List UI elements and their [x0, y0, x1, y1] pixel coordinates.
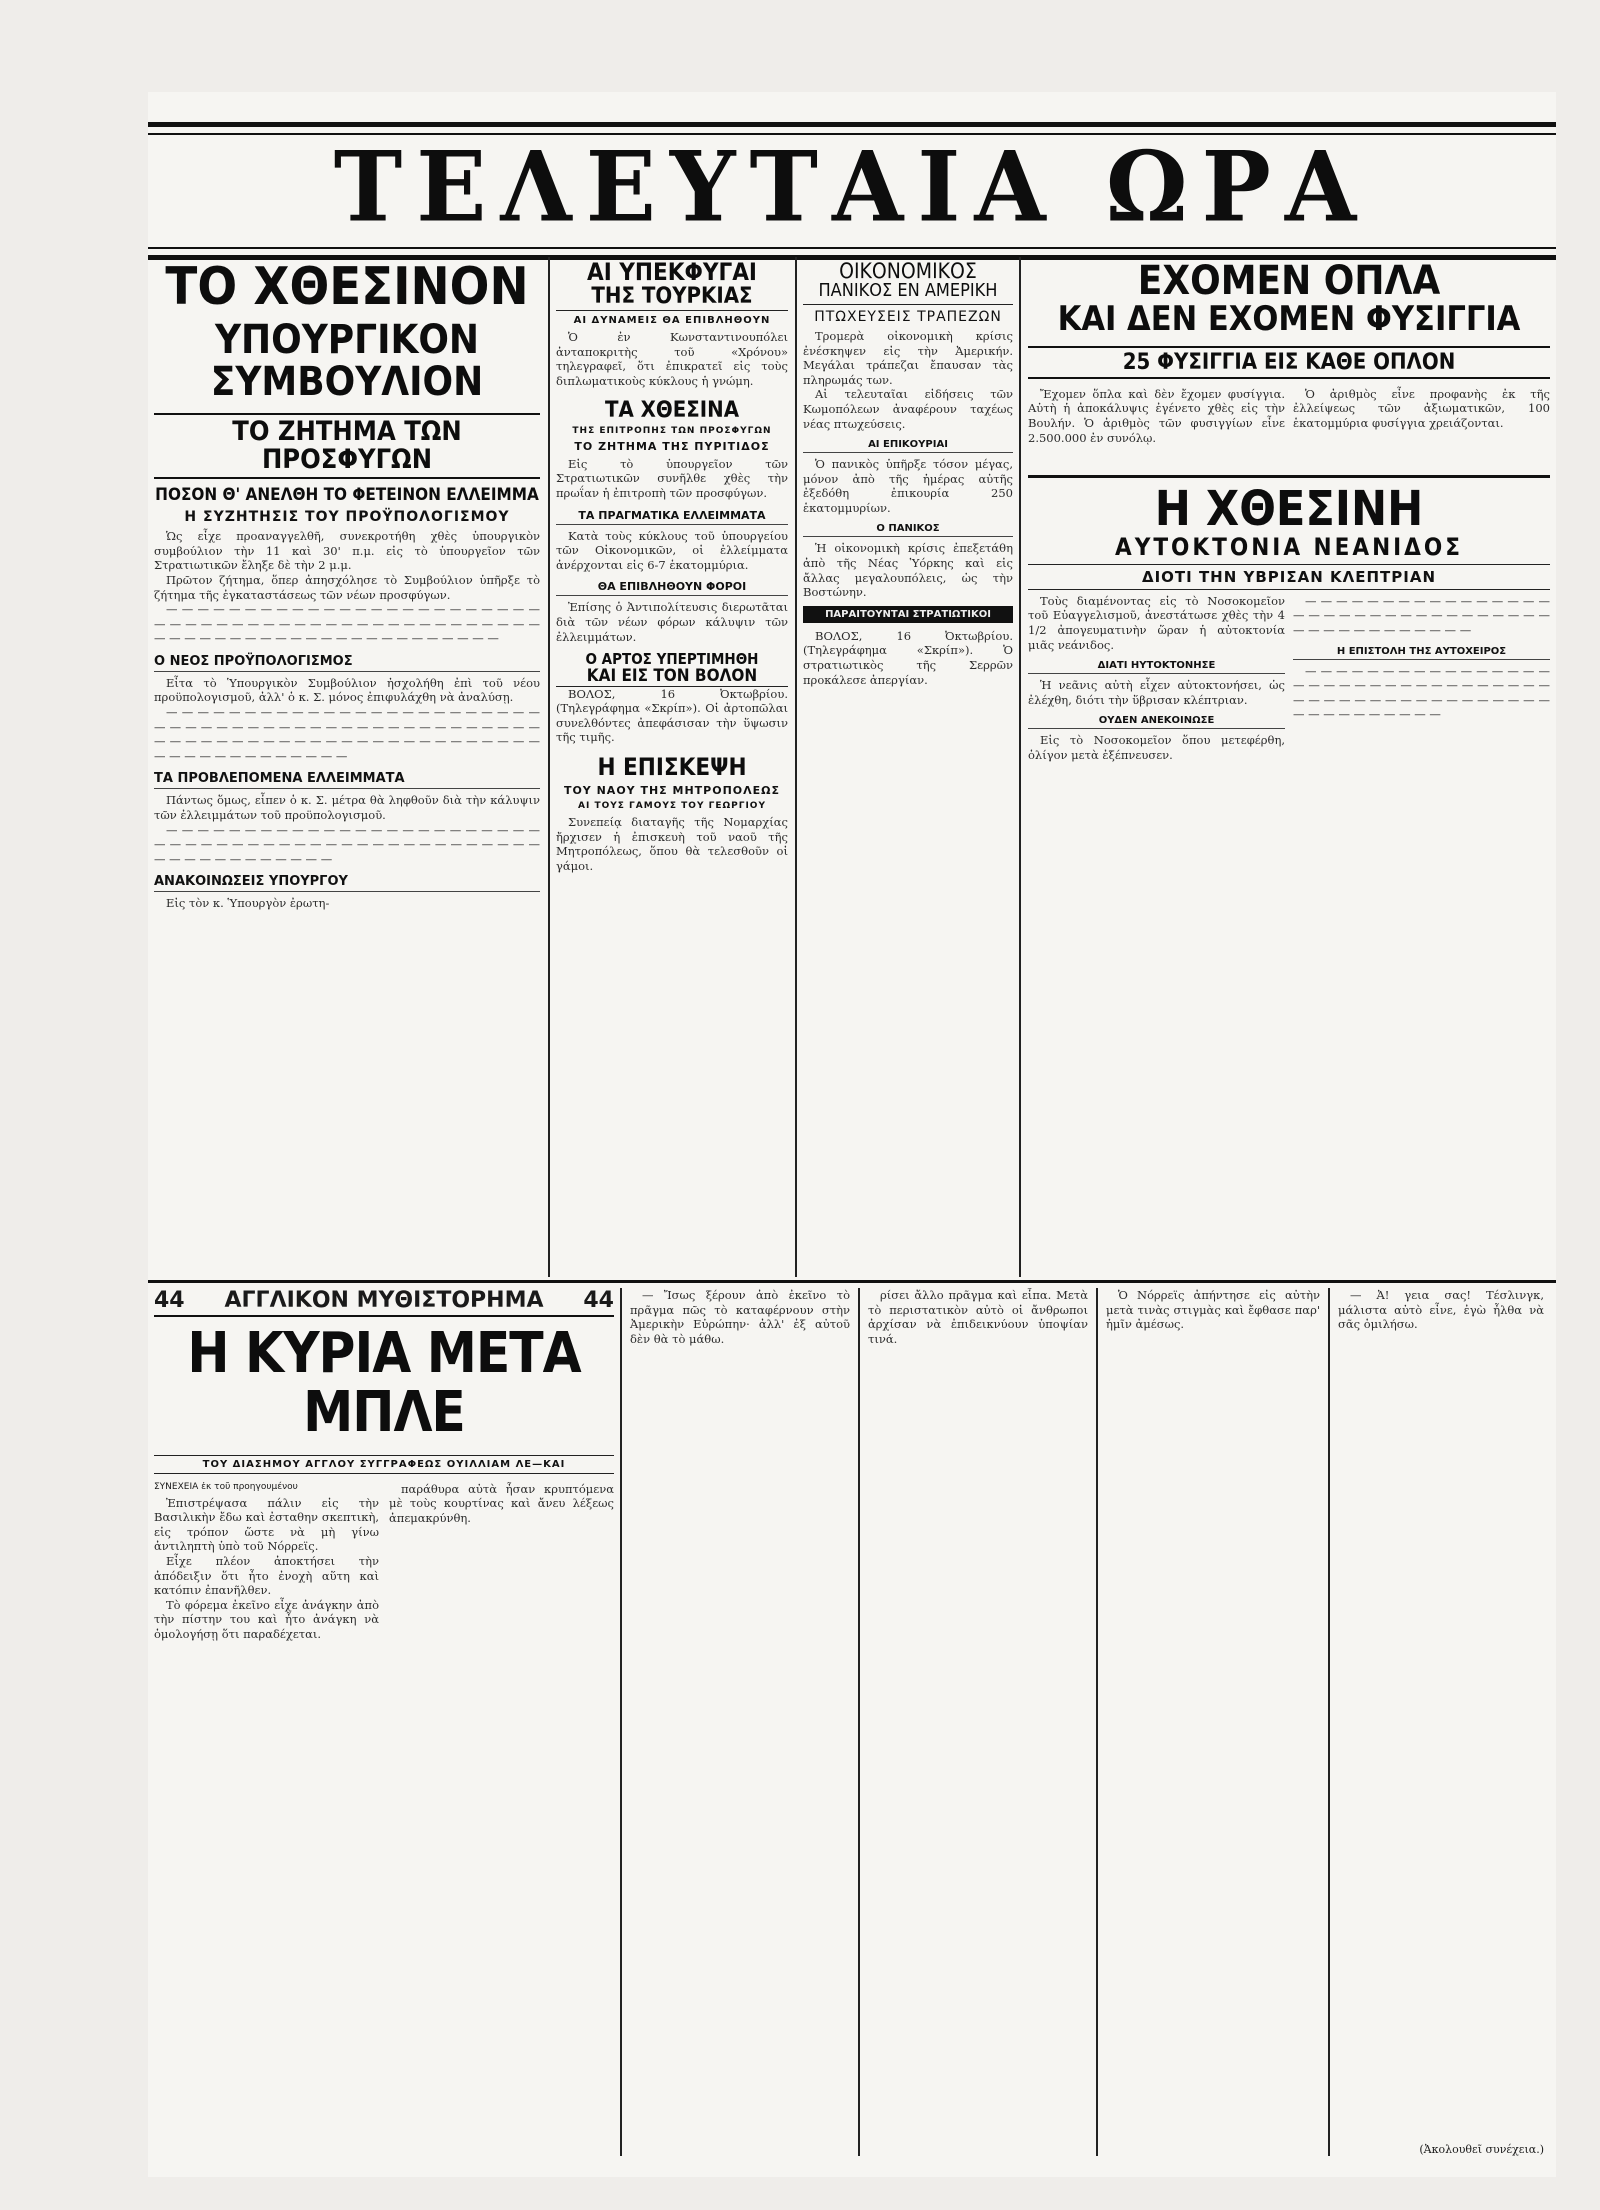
headline: Ο ΑΡΤΟΣ ΥΠΕΡΤΙΜΗΘΗ	[585, 650, 759, 669]
headline: 25 ΦΥΣΙΓΓΙΑ ΕΙΣ ΚΑΘΕ ΟΠΛΟΝ	[1028, 346, 1550, 379]
serial-kicker: ΣΥΝΕΧΕΙΑ ἐκ τοῦ προηγουμένου	[154, 1481, 298, 1492]
section-heading: Ο ΝΕΟΣ ΠΡΟΫΠΟΛΟΓΙΣΜΟΣ	[154, 654, 540, 672]
subheadline: ΑΙ ΔΥΝΑΜΕΙΣ ΘΑ ΕΠΙΒΛΗΘΟΥΝ	[573, 315, 771, 327]
text-column	[630, 1288, 850, 1346]
headline: ΑΥΤΟΚΤΟΝΙΑ ΝΕΑΝΙΔΟΣ	[1114, 532, 1463, 561]
paragraph: παράθυρα αὐτὰ ἦσαν κρυπτόμενα μὲ τοὺς κουρτίνας καὶ ἄνευ λέξεως ἀπεμακρύνθη.	[389, 1481, 614, 1525]
headline: ΥΠΟΥΡΓΙΚΟΝ ΣΥΜΒΟΥΛΙΟΝ	[210, 316, 484, 405]
serial-number: 44	[583, 1288, 614, 1313]
paragraph: Εἰς τὸ ὑπουργεῖον τῶν Στρατιωτικῶν συνῆλθε χθὲς τὴν πρωΐαν ἡ ἐπιτροπὴ τῶν προσφύγων.	[556, 456, 788, 500]
subheadline: ΠΤΩΧΕΥΣΕΙΣ ΤΡΑΠΕΖΩΝ	[814, 308, 1002, 325]
subheadline: ΤΟΥ ΝΑΟΥ ΤΗΣ ΜΗΤΡΟΠΟΛΕΩΣ	[563, 784, 781, 798]
section-heading: ΑΝΑΚΟΙΝΩΣΕΙΣ ΥΠΟΥΡΓΟΥ	[154, 874, 540, 892]
article-america-panic	[803, 260, 1013, 1272]
headline: ΤΟ ΖΗΤΗΜΑ ΤΩΝ ΠΡΟΣΦΥΓΩΝ	[154, 413, 540, 480]
text-column	[1293, 387, 1550, 445]
subheadline: ΠΟΣΟΝ Θ' ΑΝΕΛΘΗ ΤΟ ΦΕΤΕΙΝΟΝ ΕΛΛΕΙΜΜΑ	[155, 485, 539, 506]
paragraph-filler: — — — — — — — — — — — — — — — — — — — — — — — — — — — — — — — — — — — — — — — — — — — — — — — — — — — — — — — — — — — — — — — — — — — — — — — —	[154, 602, 540, 646]
paragraph: Ὁ πανικὸς ὑπῆρξε τόσον μέγας, μόνον ἀπὸ τῆς ἡμέρας αὐτῆς ἐξεδόθη ἐπικουρία 250 ἑκατομμυρίων.	[803, 457, 1013, 515]
paragraph-filler: — — — — — — — — — — — — — — — — — — — — — — — — — — — — — — — — — — — — — — — — — — — — — — — — — — — — — — — — — — — — — — — — — — — — — — — — — — — — — — — — — — — — — — —	[154, 705, 540, 763]
subheadline: ΑΙ ΤΟΥΣ ΓΑΜΟΥΣ ΤΟΥ ΓΕΩΡΓΙΟΥ	[578, 801, 766, 812]
serial-number: 44	[154, 1288, 185, 1313]
headline: ΤΟ ΧΘΕΣΙΝΟΝ	[165, 260, 529, 317]
column-rule	[548, 257, 550, 1277]
text-column	[154, 1482, 379, 1642]
masthead-rule-bottom	[148, 247, 1556, 249]
paragraph: ρίσει ἄλλο πρᾶγμα καὶ εἶπα. Μετὰ τὸ περιστατικὸν αὐτὸ οἱ ἄνθρωποι ἀρχίσαν νὰ ἐπιδεικνύουν ὑποψίαν τινά.	[868, 1288, 1088, 1346]
column-rule	[1019, 257, 1021, 1277]
subheadline: Η ΣΥΖΗΤΗΣΙΣ ΤΟΥ ΠΡΟΫΠΟΛΟΓΙΣΜΟΥ	[184, 509, 510, 526]
section-heading: Ο ΠΑΝΙΚΟΣ	[803, 523, 1013, 537]
column-rule	[1096, 1288, 1098, 2156]
article-turkey	[556, 260, 788, 1272]
paragraph: Πρῶτον ζήτημα, ὅπερ ἀπησχόλησε τὸ Συμβούλιον ὑπῆρξε τὸ ζήτημα τῆς ἐγκαταστάσεως τῶν νέων προσφύγων.	[154, 572, 540, 602]
section-heading: ΑΙ ΕΠΙΚΟΥΡΙΑΙ	[803, 439, 1013, 453]
two-column-text	[1028, 594, 1550, 763]
section-heading: Η ΕΠΙΣΤΟΛΗ ΤΗΣ ΑΥΤΟΧΕΙΡΟΣ	[1293, 646, 1550, 660]
headline: ΠΑΝΙΚΟΣ ΕΝ ΑΜΕΡΙΚΗ	[803, 282, 1013, 305]
paragraph: ΒΟΛΟΣ, 16 Ὀκτωβρίου. (Τηλεγράφημα «Σκρίπ»). Ὁ στρατιωτικὸς τῆς Σερρῶν προκάλεσε ἀπεργίαν.	[803, 628, 1013, 687]
paragraph: Αἱ τελευταῖαι εἰδήσεις τῶν Κωμοπόλεων ἀναφέρουν ταχέως νέας πτωχεύσεις.	[803, 387, 1013, 431]
text-column	[868, 1288, 1088, 1346]
serial-author: ΤΟΥ ΔΙΑΣΗΜΟΥ ΑΓΓΛΟΥ ΣΥΓΓΡΑΦΕΩΣ ΟΥΙΛΛΙΑΜ ΛΕ—ΚΑΙ	[154, 1455, 614, 1474]
paragraph: Ἡ οἰκονομικὴ κρίσις ἐπεξετάθη ἀπὸ τῆς Νέας Ὑόρκης καὶ εἰς ἄλλας μεγαλουπόλεις, ὡς τὴν Βοστώνην.	[803, 541, 1013, 600]
serial-novel	[154, 1288, 1550, 2168]
subheadline: ΤΟ ΖΗΤΗΜΑ ΤΗΣ ΠΥΡΙΤΙΔΟΣ	[574, 439, 770, 453]
masthead-title: ΤΕΛΕΥΤΑΙΑ ΩΡΑ	[333, 130, 1371, 244]
section-heading: ΟΥΔΕΝ ΑΝΕΚΟΙΝΩΣΕ	[1028, 715, 1285, 729]
serial-text-columns	[154, 1482, 614, 1642]
headline: ΤΗΣ ΤΟΥΡΚΙΑΣ	[556, 285, 788, 311]
paragraph: Πάντως ὅμως, εἶπεν ὁ κ. Σ. μέτρα θὰ ληφθοῦν διὰ τὴν κάλυψιν τῶν ἐλλειμμάτων τοῦ προϋπολογισμοῦ.	[154, 793, 540, 823]
two-column-text	[1028, 387, 1550, 445]
headline: ΟΙΚΟΝΟΜΙΚΟΣ	[839, 260, 977, 283]
headline: Η ΧΘΕΣΙΝΗ	[1028, 475, 1550, 534]
paragraph: Ὁ Νόρρεϊς ἀπήντησε εἰς αὐτὴν μετὰ τινὰς στιγμὰς καὶ ἔφθασε παρ' ἡμῖν ἀμέσως.	[1106, 1288, 1320, 1332]
paragraph: Ὁ ἐν Κωνσταντινουπόλει ἀνταποκριτὴς τοῦ «Χρόνου» τηλεγραφεῖ, ὅτι ἐπικρατεῖ εἰς τοὺς διπλωματικοὺς κύκλους ἡ γνώμη.	[556, 330, 788, 389]
paragraph: Εἰς τὸν κ. Ὑπουργὸν ἐρωτη-	[166, 896, 330, 911]
paragraph: Ὁ ἀριθμὸς εἶνε προφανὴς ἐκ τῆς ἐλλείψεως τῶν ἀξιωματικῶν, 100 ἑκατομμύρια φυσίγγια χρειάζονται.	[1293, 386, 1550, 430]
paragraph: Εἰς τὸ Νοσοκομεῖον ὅπου μετεφέρθη, ὁλίγον μετὰ ἐξέπνευσεν.	[1028, 733, 1285, 762]
paragraph: Ἐπίσης ὁ Ἀντιπολίτευσις διερωτᾶται διὰ τῶν νέων φόρων κάλυψιν τῶν ἐλλειμμάτων.	[556, 600, 788, 644]
paragraph: Τοὺς διαμένοντας εἰς τὸ Νοσοκομεῖον τοῦ Εὐαγγελισμοῦ, ἀνεστάτωσε χθὲς τὴν 4 1/2 ἀπογευματινὴν ὥραν ἡ αὐτοκτονία μιᾶς νεάνιδος.	[1028, 593, 1285, 652]
paragraph: ΒΟΛΟΣ, 16 Ὀκτωβρίου. (Τηλεγράφημα «Σκρίπ»). Οἱ ἀρτοπῶλαι συνελθόντες ἀπεφάσισαν τὴν ὕψωσιν τῆς τιμῆς.	[556, 686, 788, 745]
headline: ΕΧΟΜΕΝ ΟΠΛΑ	[1137, 260, 1441, 304]
paragraph: Εἶτα τὸ Ὑπουργικὸν Συμβούλιον ἠσχολήθη ἐπὶ τοῦ νέου προϋπολογισμοῦ, ἀλλ' ὁ κ. Σ. μόνος ἐπιφυλάχθη νὰ ἀναλύσῃ.	[154, 675, 540, 705]
text-column	[1338, 1288, 1544, 2156]
paragraph: Ὡς εἶχε προαναγγελθῆ, συνεκροτήθη χθὲς ὑπουργικὸν συμβούλιον τὴν 11 καὶ 30' π.μ. εἰς τὸ ὑπουργεῖον τῶν Στρατιωτικῶν ἔληξε δὲ τὴν 2 μ.μ.	[154, 529, 540, 573]
paragraph-filler: — — — — — — — — — — — — — — — — — — — — — — — — — — — — — — — — — — — — — — — — — — — — — — — — — — — — — — — — — — — — —	[154, 822, 540, 866]
subheadline: ΔΙΟΤΙ ΤΗΝ ΥΒΡΙΣΑΝ ΚΛΕΠΤΡΙΑΝ	[1028, 564, 1550, 590]
paragraph: Ἐπιστρέψασα πάλιν εἰς τὴν Βασιλικὴν ἔδω καὶ ἐσταθην σκεπτικὴ, εἰς τρόπον ὥστε νὰ μὴ γίνω ἀντιληπτὴ ὑπὸ τοῦ Νόρρεϊς.	[154, 1495, 379, 1554]
column-rule	[795, 257, 797, 1277]
column-rule	[620, 1288, 622, 2156]
paragraph: Κατὰ τοὺς κύκλους τοῦ ὑπουργείου τῶν Οἰκονομικῶν, οἱ ἐλλείμματα ἀνέρχονται εἰς 6-7 ἑκατομμύρια.	[556, 528, 788, 572]
paragraph: Τρομερὰ οἰκονομικὴ κρίσις ἐνέσκηψεν εἰς τὴν Ἀμερικήν. Μεγάλαι τράπεζαι ἔπαυσαν τὰς πληρωμάς των.	[803, 328, 1013, 387]
headline: ΚΑΙ ΕΙΣ ΤΟΝ ΒΟΛΟΝ	[556, 668, 788, 687]
headline: ΤΑ ΧΘΕΣΙΝΑ	[604, 397, 740, 423]
paragraph: Συνεπείᾳ διαταγῆς τῆς Νομαρχίας ἤρχισεν ἡ ἐπισκευὴ τοῦ ναοῦ τῆς Μητροπόλεως, ὅπου θὰ τελεσθοῦν οἱ γάμοι.	[556, 815, 788, 874]
serial-banner	[154, 1288, 614, 1317]
paragraph-filler: — — — — — — — — — — — — — — — — — — — — — — — — — — — — — — — — — — — — — — — — — — — — — — — — — — — — — — — — — — — —	[1293, 663, 1550, 722]
paragraph: Εἶχε πλέον ἀποκτήσει τὴν ἀπόδειξιν ὅτι ἦτο ἐνοχὴ αὕτη καὶ κατόπιν ἐπανῆλθεν.	[154, 1553, 379, 1598]
article-weapons	[1028, 260, 1550, 1272]
paragraph-filler: — — — — — — — — — — — — — — — — — — — — — — — — — — — — — — — — — — — — — — — — — — — — —	[1293, 593, 1550, 637]
column-rule	[858, 1288, 860, 2156]
paragraph: Ἔχομεν ὅπλα καὶ δὲν ἔχομεν φυσίγγια. Αὐτὴ ἡ ἀποκάλυψις ἐγένετο χθὲς εἰς τὴν Βουλήν. Ὁ ἀριθμὸς τῶν φυσιγγίων εἶνε 2.500.000 ἐν συνόλῳ.	[1028, 386, 1285, 445]
paragraph: Τὸ φόρεμα ἐκεῖνο εἶχε ἀνάγκην ἀπὸ τὴν πίστην του καὶ ἦτο ἀνάγκη νὰ ὁμολογήσῃ ὅτι παραδέχεται.	[154, 1597, 379, 1641]
section-heading: ΤΑ ΠΡΑΓΜΑΤΙΚΑ ΕΛΛΕΙΜΜΑΤΑ	[556, 509, 788, 525]
continued-note: (Ἀκολουθεῖ συνέχεια.)	[1419, 2143, 1544, 2156]
serial-title: Η ΚΥΡΙΑ ΜΕΤΑ ΜΠΛΕ	[187, 1321, 581, 1445]
column-rule	[1328, 1288, 1330, 2156]
text-column	[389, 1482, 614, 1642]
section-heading: ΤΑ ΠΡΟΒΛΕΠΟΜΕΝΑ ΕΛΛΕΙΜΜΑΤΑ	[154, 771, 540, 789]
section-heading: ΘΑ ΕΠΙΒΛΗΘΟΥΝ ΦΟΡΟΙ	[556, 580, 788, 596]
newspaper-page	[148, 92, 1556, 2177]
text-column	[1028, 594, 1285, 763]
serial-banner-text: ΑΓΓΛΙΚΟΝ ΜΥΘΙΣΤΟΡΗΜΑ	[224, 1288, 544, 1313]
article-cabinet-meeting	[154, 260, 540, 1272]
text-column	[1106, 1288, 1320, 1332]
section-heading: ΠΑΡΑΙΤΟΥΝΤΑΙ ΣΤΡΑΤΙΩΤΙΚΟΙ	[803, 606, 1013, 623]
section-divider	[148, 1280, 1556, 1283]
subheadline: ΤΗΣ ΕΠΙΤΡΟΠΗΣ ΤΩΝ ΠΡΟΣΦΥΓΩΝ	[572, 425, 772, 436]
serial-left	[154, 1288, 614, 2156]
headline: ΚΑΙ ΔΕΝ ΕΧΟΜΕΝ ΦΥΣΙΓΓΙΑ	[1057, 299, 1521, 339]
paragraph: — Ἀ! γεια σας! Τέσλινγκ, μάλιστα αὐτὸ εἶνε, ἐγὼ ἦλθα νὰ σᾶς ὁμιλήσω.	[1338, 1288, 1544, 1332]
headline: Η ΕΠΙΣΚΕΨΗ	[597, 753, 747, 782]
paragraph: Ἡ νεᾶνις αὐτὴ εἶχεν αὐτοκτονήσει, ὡς ἐλέχθη, διότι τὴν ὕβρισαν κλέπτριαν.	[1028, 678, 1285, 707]
text-column	[1028, 387, 1285, 445]
paragraph: — Ἴσως ξέρουν ἀπὸ ἐκεῖνο τὸ πρᾶγμα πῶς τὸ καταφέρνουν στὴν Ἀμερικὴν Εὐρώπην· ἀλλ' ἐξ αὐτοῦ δὲν θὰ τὸ μάθω.	[630, 1288, 850, 1346]
masthead	[148, 122, 1556, 260]
text-column	[1293, 594, 1550, 763]
headline: ΑΙ ΥΠΕΚΦΥΓΑΙ	[587, 260, 757, 286]
section-heading: ΔΙΑΤΙ ΗΥΤΟΚΤΟΝΗΣΕ	[1028, 660, 1285, 674]
